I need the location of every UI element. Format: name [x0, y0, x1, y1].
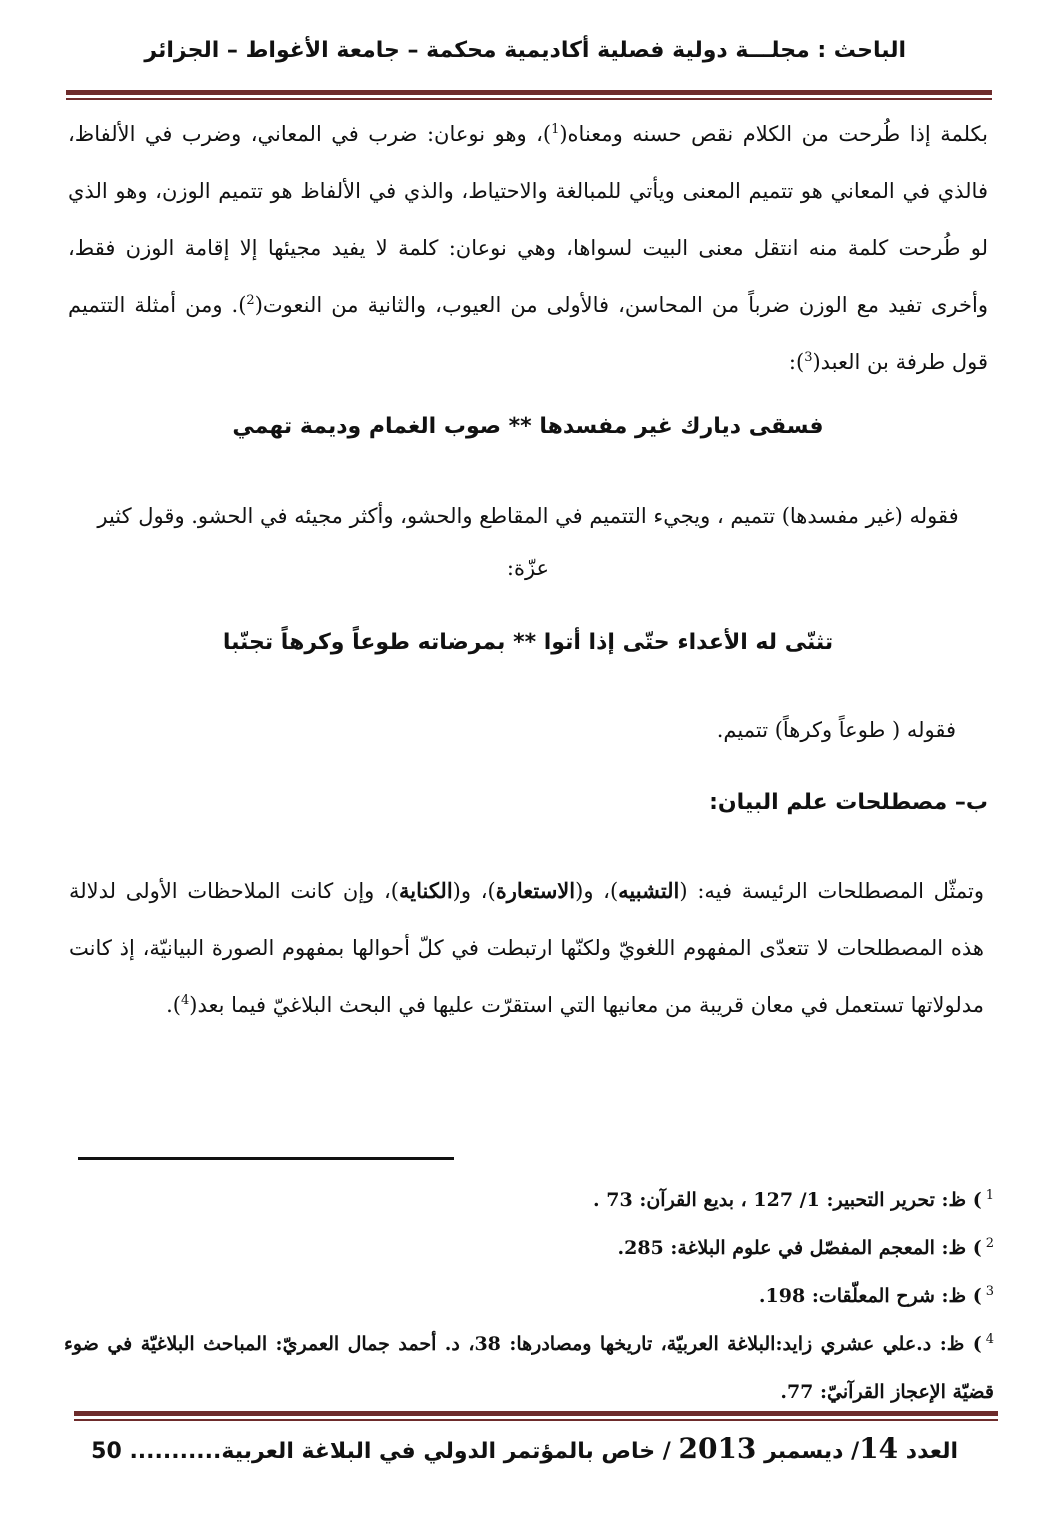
term-kinaya: الكناية — [399, 878, 453, 903]
p1-text-d: ): — [788, 350, 805, 374]
footnotes — [64, 1176, 994, 1416]
footer-rule-thin — [74, 1419, 998, 1421]
paragraph-bayan-terms — [69, 862, 984, 1034]
footnote-ref-1[interactable]: 1 — [551, 122, 560, 137]
paragraph-verse-comment: فقوله (غير مفسدها) تتميم ، ويجيء التتميم في المقاطع والحشو، وأكثر مجيئه في الحشو. وقول كثير عزّة: — [97, 504, 959, 580]
term-tashbih: التشبيه — [618, 878, 680, 903]
footer-rule-thick — [74, 1411, 998, 1416]
term-istiara: الاستعارة — [495, 878, 576, 903]
footnote-number: 2 — [985, 1235, 994, 1251]
p4-text-d: )، وإن كانت الملاحظات الأولى لدلالة هذه المصطلحات لا تتعدّى المفهوم اللغويّ ولكنّها ارتبطت في كلّ أحوالها بمفهوم الصورة البيانيّة، إذ كانت مدلولاتها تستعمل في معان قريبة من معانيها التي استقرّت عليها في البحث البلاغيّ فيما بعد( — [69, 879, 984, 1017]
footnote-ref-2[interactable]: 2 — [246, 293, 255, 308]
footer-month: / ديسمبر — [764, 1439, 860, 1464]
footnote-item — [64, 1272, 994, 1320]
footnote-ref-3[interactable]: 3 — [804, 350, 813, 365]
footnote-item — [64, 1320, 994, 1416]
header-rule-thin — [66, 98, 992, 100]
p1-text-a: بكلمة إذا طُرحت من الكلام نقص حسنه ومعناه( — [559, 122, 989, 146]
footnote-text: ) ظ: المعجم المفصّل في علوم البلاغة: 285. — [617, 1237, 982, 1259]
footnote-number: 3 — [985, 1283, 994, 1299]
footer-year: 2013 — [678, 1432, 757, 1465]
footer-issue-number: 14 — [859, 1432, 899, 1465]
footnote-item — [64, 1224, 994, 1272]
footer-issue-label: العدد — [905, 1439, 958, 1464]
footnote-number: 1 — [985, 1187, 994, 1203]
header-rule-thick — [66, 90, 992, 95]
p1-text-c: ). ومن أمثلة التتميم قول طرفة بن العبد( — [68, 293, 988, 374]
footnote-text: ) ظ: شرح المعلّقات: 198. — [758, 1285, 982, 1307]
footnote-item — [64, 1176, 994, 1224]
journal-header: الباحث : مجلـــة دولية فصلية أكاديمية محكمة – جامعة الأغواط – الجزائر — [144, 38, 906, 63]
footnote-text: ) ظ: د.علي عشري زايد:البلاغة العربيّة، تاريخها ومصادرها: 38، د. أحمد جمال العمريّ: المباحث البلاغيّة في ضوء قضيّة الإعجاز القرآنيّ: 77. — [64, 1333, 994, 1403]
paragraph-tatmim-definition — [68, 106, 988, 391]
footnote-separator — [78, 1157, 454, 1160]
footer-conference-note: / خاص بالمؤتمر الدولي في البلاغة العربية........... — [129, 1439, 671, 1464]
p4-text-c: )، و( — [452, 879, 496, 903]
page-footer — [91, 1432, 958, 1465]
page-number: 50 — [91, 1439, 122, 1464]
p4-text-e: ). — [166, 993, 181, 1017]
p4-text-b: )، و( — [575, 879, 619, 903]
verse-tarafa: فسقى ديارك غير مفسدها ** صوب الغمام وديمة تهمي — [232, 414, 824, 439]
verse-kuthayyir: تثنّى له الأعداء حتّى إذا أتوا ** بمرضاته طوعاً وكرهاً تجنّبا — [222, 630, 834, 655]
p1-text-b: )، وهو نوعان: ضرب في المعاني، وضرب في الألفاظ، فالذي في المعاني هو تتميم المعنى ويأتي للمبالغة والاحتياط، والذي في الألفاظ هو تتميم الوزن، وهو الذي لو طُرحت كلمة منه انتقل معنى البيت لسواها، وهي نوعان: كلمة لا يفيد مجيئها إلا إقامة الوزن فقط، وأخرى تفيد مع الوزن ضرباً من المحاسن، فالأولى من العيوب، والثانية من النعوت( — [68, 122, 988, 317]
p4-text-a: وتمثّل المصطلحات الرئيسة فيه: ( — [679, 879, 985, 903]
footnote-ref-4[interactable]: 4 — [180, 993, 190, 1008]
footnote-text: ) ظ: تحرير التحبير: 1/ 127 ، بديع القرآن: 73 . — [593, 1189, 982, 1211]
footnote-number: 4 — [985, 1331, 994, 1347]
section-heading-bayan: ب– مصطلحات علم البيان: — [709, 790, 988, 815]
paragraph-verse2-comment: فقوله ( طوعاً وكرهاً) تتميم. — [716, 718, 956, 742]
